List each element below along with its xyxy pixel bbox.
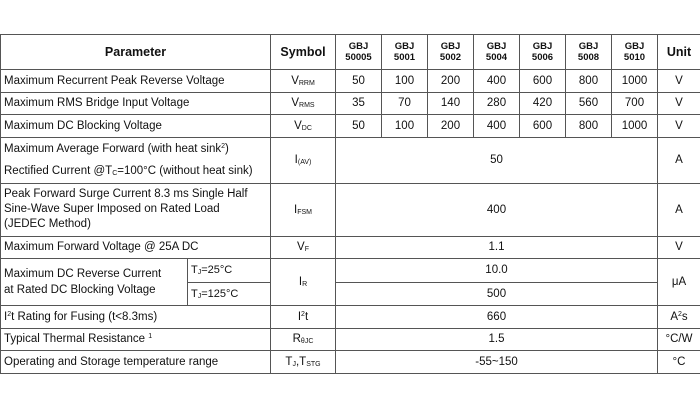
value-cell: 600	[520, 70, 566, 93]
value-cell: 660	[336, 306, 658, 329]
subscript: C	[112, 170, 118, 177]
model-prefix: GBJ	[394, 41, 415, 52]
unit-cell: V	[658, 92, 700, 115]
unit-text: A	[670, 310, 678, 323]
superscript: 2	[301, 310, 305, 318]
symbol-header: Symbol	[271, 35, 336, 70]
unit-cell: μA	[658, 259, 700, 306]
symbol-cell	[271, 137, 336, 183]
symbol-letter: T	[285, 355, 293, 368]
parameter-cell	[1, 328, 271, 351]
value-cell: 700	[612, 92, 658, 115]
value-cell: 800	[566, 70, 612, 93]
value-cell: 200	[428, 115, 474, 138]
condition-cell	[188, 282, 271, 306]
parameter-line	[4, 160, 267, 182]
model-header-gbj5010	[612, 35, 658, 70]
parameter-line: at Rated DC Blocking Voltage	[4, 284, 156, 296]
footnote-marker: 2	[221, 143, 225, 150]
subscript: J	[197, 269, 202, 277]
model-number: 50005	[345, 52, 372, 63]
value-cell: -55~150	[336, 351, 658, 374]
model-header-gbj5004	[474, 35, 520, 70]
parameter-text: )	[225, 143, 229, 155]
specifications-table	[0, 34, 700, 374]
symbol-subscript: J	[292, 360, 296, 368]
symbol-cell	[271, 70, 336, 93]
symbol-subscript: θJC	[300, 338, 314, 346]
footnote-marker: 1	[148, 333, 153, 341]
unit-cell: A	[658, 137, 700, 183]
parameter-line: Maximum DC Reverse Current	[4, 268, 162, 280]
model-header-gbj5001	[382, 35, 428, 70]
value-cell: 1000	[612, 70, 658, 93]
unit-cell: A	[658, 183, 700, 236]
symbol-letter: ,T	[295, 355, 307, 368]
condition-cell	[188, 259, 271, 283]
symbol-subscript: RRM	[298, 79, 315, 87]
symbol-letter: I	[294, 203, 298, 216]
symbol-letter: I	[294, 154, 298, 166]
model-number: 5001	[393, 52, 416, 63]
value-cell: 50	[336, 115, 382, 138]
table-row	[1, 70, 700, 93]
unit-cell	[658, 306, 700, 329]
value-cell: 400	[474, 70, 520, 93]
symbol-cell	[271, 92, 336, 115]
subscript: J	[197, 292, 202, 300]
model-prefix: GBJ	[348, 41, 369, 52]
value-cell: 800	[566, 115, 612, 138]
parameter-text: Maximum Average Forward (with heat sink	[4, 143, 222, 155]
table-row	[1, 351, 700, 374]
value-cell: 50	[336, 70, 382, 93]
value-cell: 1.1	[336, 236, 658, 259]
symbol-cell	[271, 306, 336, 329]
condition-text: =25°C	[201, 264, 233, 277]
model-number: 5006	[531, 52, 554, 63]
model-prefix: GBJ	[486, 41, 507, 52]
parameter-cell	[1, 137, 271, 183]
parameter-cell: Maximum DC Blocking Voltage	[1, 115, 271, 138]
table-row	[1, 137, 700, 183]
parameter-line: Sine-Wave Super Imposed on Rated Load	[4, 203, 220, 215]
unit-cell: °C/W	[658, 328, 700, 351]
model-number: 5004	[485, 52, 508, 63]
parameter-cell	[1, 183, 271, 236]
model-header-gbj50005	[336, 35, 382, 70]
parameter-cell: Maximum Recurrent Peak Reverse Voltage	[1, 70, 271, 93]
header-row	[1, 35, 700, 70]
parameter-cell	[1, 306, 271, 329]
symbol-cell	[271, 236, 336, 259]
symbol-subscript: RMS	[299, 102, 315, 110]
condition-text: T	[191, 264, 198, 277]
symbol-letter: I	[298, 276, 303, 288]
symbol-subscript: F	[304, 246, 309, 254]
symbol-cell	[271, 351, 336, 374]
value-cell: 10.0	[336, 259, 658, 283]
table-row	[1, 236, 700, 259]
parameter-text: I	[4, 310, 8, 323]
model-header-gbj5002	[428, 35, 474, 70]
parameter-line: (JEDEC Method)	[4, 218, 91, 230]
value-cell: 100	[382, 70, 428, 93]
superscript: 2	[678, 310, 682, 318]
symbol-subscript: STG	[306, 360, 321, 368]
parameter-text: =100°C (without heat sink)	[117, 165, 253, 177]
value-cell: 140	[428, 92, 474, 115]
symbol-cell	[271, 115, 336, 138]
parameter-cell	[1, 259, 188, 306]
value-cell: 35	[336, 92, 382, 115]
symbol-subscript: DC	[301, 124, 312, 132]
symbol-letter: V	[291, 97, 300, 110]
symbol-letter: R	[292, 333, 301, 346]
value-cell: 1.5	[336, 328, 658, 351]
unit-cell: °C	[658, 351, 700, 374]
symbol-subscript: FSM	[297, 208, 312, 216]
parameter-text: Typical Thermal Resistance	[4, 333, 149, 346]
unit-header: Unit	[658, 35, 700, 70]
model-prefix: GBJ	[624, 41, 645, 52]
table-row	[1, 115, 700, 138]
table-row	[1, 92, 700, 115]
symbol-letter: V	[297, 241, 305, 254]
value-cell: 280	[474, 92, 520, 115]
symbol-letter: V	[294, 119, 302, 132]
parameter-text: Rectified Current @T	[4, 165, 113, 177]
value-cell: 560	[566, 92, 612, 115]
symbol-subscript: (AV)	[297, 159, 312, 166]
model-header-gbj5006	[520, 35, 566, 70]
symbol-letter: t	[304, 310, 309, 323]
value-cell: 400	[474, 115, 520, 138]
table-row	[1, 259, 700, 283]
value-cell: 600	[520, 115, 566, 138]
table-row	[1, 183, 700, 236]
value-cell: 70	[382, 92, 428, 115]
value-cell: 500	[336, 282, 658, 306]
model-prefix: GBJ	[440, 41, 461, 52]
unit-cell: V	[658, 236, 700, 259]
condition-text: T	[191, 287, 198, 300]
symbol-letter: I	[297, 310, 302, 323]
value-cell: 420	[520, 92, 566, 115]
value-cell: 400	[336, 183, 658, 236]
parameter-line: Peak Forward Surge Current 8.3 ms Single Half	[4, 188, 248, 200]
superscript: 2	[7, 310, 12, 318]
parameter-line	[4, 138, 267, 160]
symbol-cell	[271, 183, 336, 236]
symbol-subscript: R	[302, 281, 308, 288]
unit-text: s	[681, 310, 688, 323]
parameter-cell: Operating and Storage temperature range	[1, 351, 271, 374]
parameter-cell: Maximum RMS Bridge Input Voltage	[1, 92, 271, 115]
symbol-cell	[271, 328, 336, 351]
value-cell: 100	[382, 115, 428, 138]
symbol-letter: V	[291, 74, 299, 87]
unit-cell: V	[658, 115, 700, 138]
symbol-cell	[271, 259, 336, 306]
model-number: 5008	[577, 52, 600, 63]
condition-text: =125°C	[201, 287, 239, 300]
model-prefix: GBJ	[578, 41, 599, 52]
model-number: 5002	[439, 52, 462, 63]
table-row	[1, 328, 700, 351]
value-cell: 200	[428, 70, 474, 93]
parameter-header: Parameter	[1, 35, 271, 70]
model-prefix: GBJ	[532, 41, 553, 52]
value-cell: 1000	[612, 115, 658, 138]
unit-cell: V	[658, 70, 700, 93]
model-header-gbj5008	[566, 35, 612, 70]
model-number: 5010	[623, 52, 646, 63]
table-row	[1, 306, 700, 329]
value-cell: 50	[336, 137, 658, 183]
parameter-cell: Maximum Forward Voltage @ 25A DC	[1, 236, 271, 259]
parameter-text: t Rating for Fusing (t<8.3ms)	[11, 310, 158, 323]
